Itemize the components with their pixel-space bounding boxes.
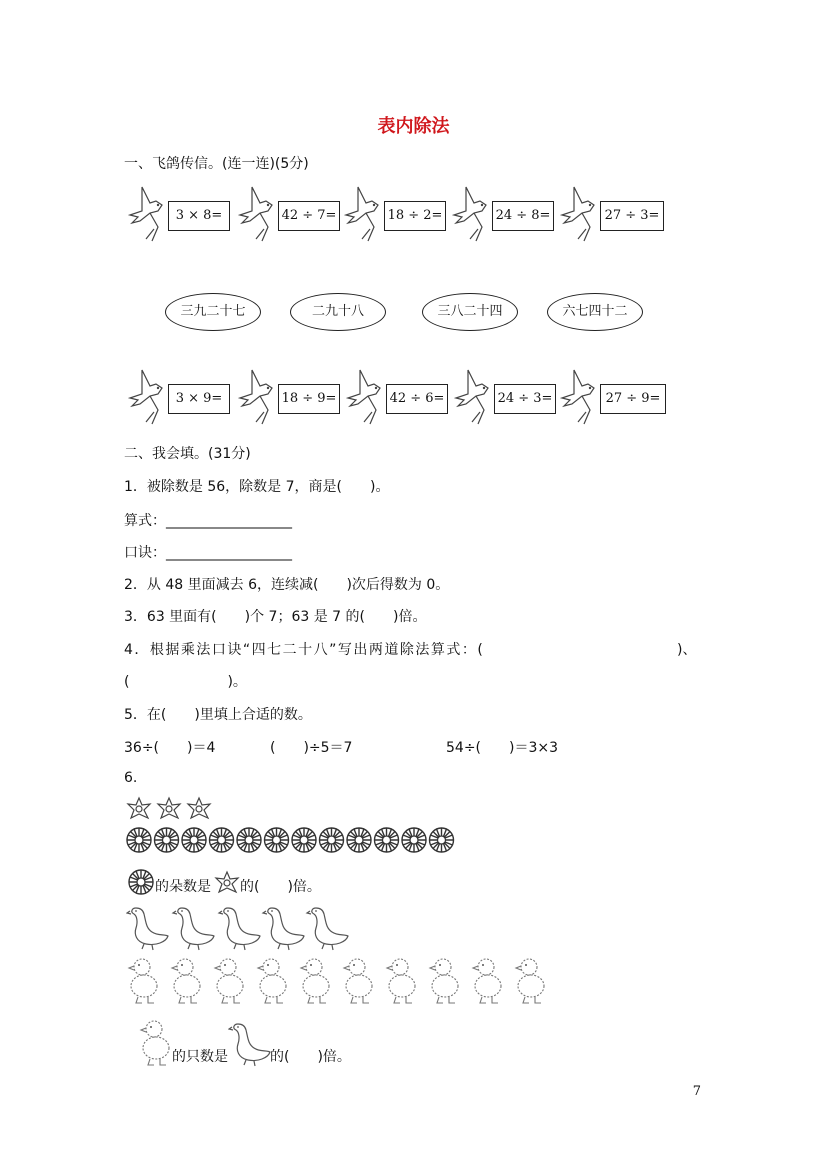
daisy-icon [320, 828, 344, 852]
star-flower-icon [128, 798, 150, 818]
daisy-icon [155, 828, 179, 852]
goose-row [126, 904, 356, 952]
daisy-row [126, 826, 458, 856]
pigeon-card [560, 183, 668, 247]
mnemonic-oval: 二九十八 [290, 293, 386, 331]
duckling-icon [430, 959, 458, 1003]
pigeon-card [560, 366, 668, 430]
daisy-icon [347, 828, 371, 852]
section1-heading: 一、飞鸽传信。(连一连)(5分) [124, 156, 309, 172]
star-flower-icon [158, 798, 180, 818]
question-3: 3．63 里面有( )个 7；63 是 7 的( )倍。 [124, 609, 427, 625]
star-flower-icon [188, 798, 210, 818]
duckling-icon [215, 959, 243, 1003]
daisy-icon [430, 828, 454, 852]
duckling-icon [516, 959, 544, 1003]
daisy-icon [127, 868, 155, 896]
equation-box: 24 ÷ 3= [494, 384, 556, 414]
question-4: 4．根据乘法口诀“四七二十八”写出两道除法算式：( [124, 642, 485, 658]
star-flower-row [126, 796, 216, 822]
equation-box: 42 ÷ 6= [386, 384, 448, 414]
duckling-icon [344, 959, 372, 1003]
equation-box: 27 ÷ 9= [600, 384, 666, 414]
goose-icon [263, 908, 304, 950]
daisy-icon [265, 828, 289, 852]
goose-icon [219, 908, 260, 950]
goose-icon [127, 908, 168, 950]
top-bird-row [128, 183, 673, 247]
pigeon-card [346, 366, 454, 430]
pigeon-card [344, 183, 452, 247]
daisy-icon [402, 828, 426, 852]
goose-icon [307, 908, 348, 950]
pigeon-card [238, 366, 346, 430]
duckling-row [126, 956, 566, 1008]
flower-text-b: 的( )倍。 [240, 879, 321, 895]
question-1-formula: 算式：__________________ [124, 513, 292, 529]
equation-box: 27 ÷ 3= [600, 201, 664, 231]
page-number: 7 [692, 1084, 701, 1099]
mnemonic-oval: 三八二十四 [422, 293, 518, 331]
duckling-icon [138, 1018, 174, 1068]
question-1-mnemonic: 口诀：__________________ [124, 545, 292, 561]
goose-icon [228, 1020, 274, 1068]
pigeon-card [128, 183, 236, 247]
flower-text-a: 的朵数是 [155, 879, 211, 895]
question-4-end: )、 [677, 642, 697, 658]
equation-box: 3 × 8= [168, 201, 230, 231]
daisy-icon [182, 828, 206, 852]
duck-text-a: 的只数是 [172, 1049, 228, 1065]
question-5-item: 36÷( )＝4 [124, 740, 216, 756]
duckling-icon [387, 959, 415, 1003]
mnemonic-oval: 三九二十七 [165, 293, 261, 331]
duckling-icon [172, 959, 200, 1003]
star-flower-icon [214, 870, 240, 896]
section2-heading: 二、我会填。(31分) [124, 446, 251, 462]
goose-icon [173, 908, 214, 950]
daisy-icon [292, 828, 316, 852]
duckling-icon [473, 959, 501, 1003]
equation-box: 3 × 9= [168, 384, 230, 414]
equation-box: 18 ÷ 2= [384, 201, 446, 231]
pigeon-card [128, 366, 236, 430]
pigeon-card [454, 366, 562, 430]
daisy-icon [210, 828, 234, 852]
question-1: 1．被除数是 56，除数是 7，商是( )。 [124, 479, 390, 495]
question-4-line2: ( )。 [124, 674, 247, 690]
equation-box: 24 ÷ 8= [492, 201, 554, 231]
duckling-icon [301, 959, 329, 1003]
duckling-icon [258, 959, 286, 1003]
page-title: 表内除法 [377, 116, 450, 137]
bottom-bird-row [128, 366, 673, 430]
equation-box: 42 ÷ 7= [278, 201, 340, 231]
question-5-item: ( )÷5＝7 [270, 740, 353, 756]
mnemonic-oval: 六七四十二 [547, 293, 643, 331]
duckling-icon [129, 959, 157, 1003]
daisy-icon [127, 828, 151, 852]
duck-text-b: 的( )倍。 [270, 1049, 351, 1065]
pigeon-card [452, 183, 560, 247]
daisy-icon [375, 828, 399, 852]
question-2: 2．从 48 里面减去 6，连续减( )次后得数为 0。 [124, 577, 450, 593]
equation-box: 18 ÷ 9= [278, 384, 340, 414]
question-5: 5．在( )里填上合适的数。 [124, 707, 312, 723]
daisy-icon [237, 828, 261, 852]
question-6: 6. [124, 770, 138, 786]
pigeon-card [238, 183, 346, 247]
question-5-item: 54÷( )＝3×3 [446, 740, 559, 756]
